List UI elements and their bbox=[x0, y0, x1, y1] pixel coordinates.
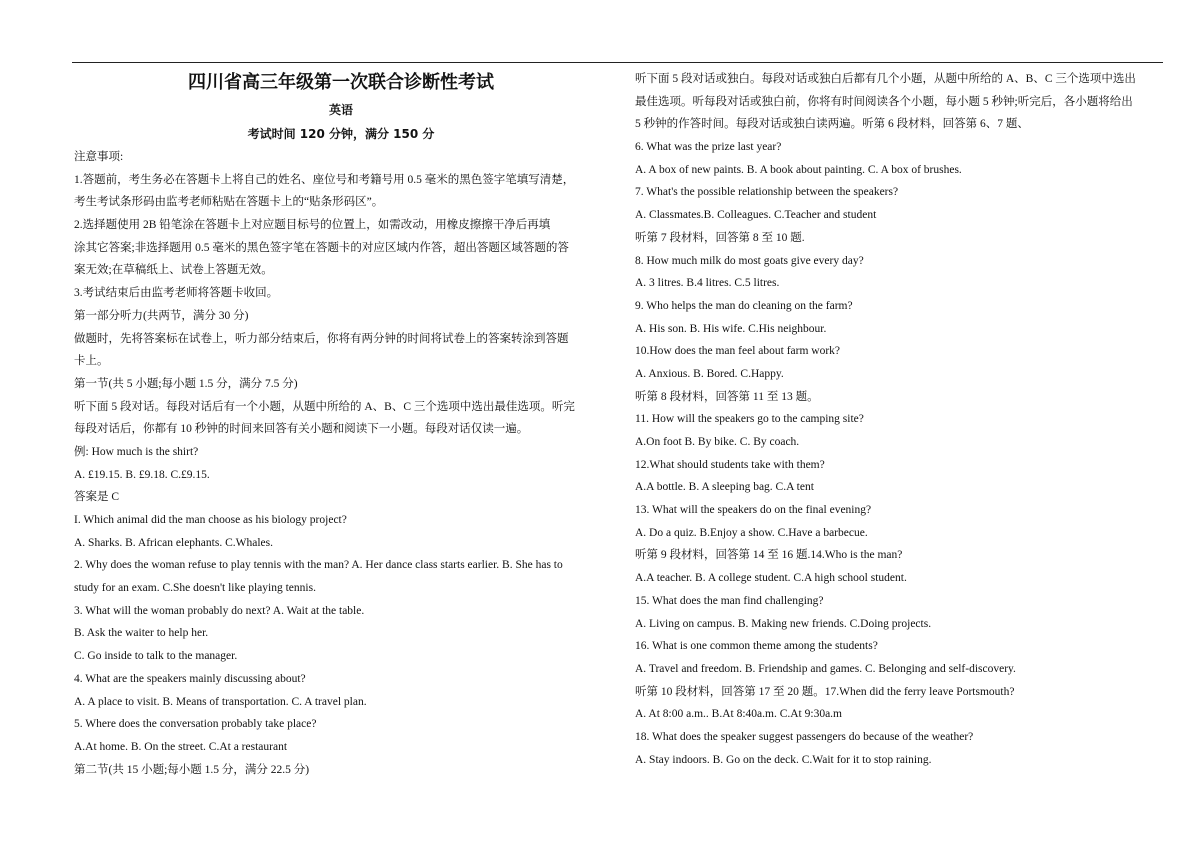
page-title: 四川省高三年级第一次联合诊断性考试 bbox=[188, 72, 494, 93]
text-line: A.On foot B. By bike. C. By coach. bbox=[635, 436, 800, 448]
text-line: 3.考试结束后由监考老师将答题卡收回。 bbox=[74, 287, 279, 300]
text-line: 听下面 5 段对话或独白。每段对话或独白后都有几个小题，从题中所给的 A、B、C 三个选项中选出 bbox=[635, 73, 1136, 85]
text-line: 听第 9 段材料，回答第 14 至 16 题.14.Who is the man? bbox=[635, 549, 903, 562]
text-line: 4. What are the speakers mainly discussing about? bbox=[74, 672, 306, 685]
text-line: 听第 7 段材料，回答第 8 至 10 题. bbox=[635, 231, 805, 244]
text-line: 5 秒钟的作答时间。每段对话或独白读两遍。听第 6 段材料，回答第 6、7 题、 bbox=[635, 118, 1029, 131]
text-line: A. Do a quiz. B.Enjoy a show. C.Have a barbecue. bbox=[635, 526, 868, 539]
text-line: 例: How much is the shirt? bbox=[74, 445, 199, 458]
text-line: I. Which animal did the man choose as his biology project? bbox=[74, 514, 347, 526]
text-line: A. A place to visit. B. Means of transportation. C. A travel plan. bbox=[74, 695, 367, 708]
text-line: A.At home. B. On the street. C.At a restaurant bbox=[74, 740, 288, 753]
text-line: A. Sharks. B. African elephants. C.Whales. bbox=[74, 536, 273, 549]
text-line: study for an exam. C.She doesn't like playing tennis. bbox=[74, 582, 316, 595]
text-line: A.A bottle. B. A sleeping bag. C.A tent bbox=[635, 481, 814, 494]
subject-label: 英语 bbox=[328, 103, 353, 117]
text-line: A. 3 litres. B.4 litres. C.5 litres. bbox=[635, 277, 780, 290]
text-line: 5. Where does the conversation probably take place? bbox=[74, 718, 317, 731]
text-line: 2. Why does the woman refuse to play tennis with the man? A. Her dance class starts earlier. B. She has to bbox=[74, 559, 563, 572]
text-line: 6. What was the prize last year? bbox=[635, 141, 782, 154]
text-line: 8. How much milk do most goats give every day? bbox=[635, 254, 864, 267]
text-line: 注意事项: bbox=[74, 151, 124, 163]
text-line: 每段对话后，你都有 10 秒钟的时间来回答有关小题和阅读下一小题。每段对话仅读一遍。 bbox=[74, 423, 529, 436]
text-line: 3. What will the woman probably do next? A. Wait at the table. bbox=[74, 604, 365, 617]
text-line: 11. How will the speakers go to the camping site? bbox=[635, 413, 864, 426]
text-line: A. Stay indoors. B. Go on the deck. C.Wait for it to stop raining. bbox=[635, 753, 932, 766]
left-column bbox=[74, 68, 608, 781]
text-line: 15. What does the man find challenging? bbox=[635, 594, 824, 607]
text-line: 卡上。 bbox=[74, 355, 109, 368]
text-line: 10.How does the man feel about farm work? bbox=[635, 345, 841, 358]
top-rule bbox=[72, 62, 1163, 63]
text-line: A. Travel and freedom. B. Friendship and games. C. Belonging and self-discovery. bbox=[635, 662, 1016, 675]
text-line: 1.答题前，考生务必在答题卡上将自己的姓名、座位号和考籍号用 0.5 毫米的黑色签字笔填写清楚， bbox=[74, 173, 575, 186]
text-line: A. A box of new paints. B. A book about painting. C. A box of brushes. bbox=[635, 163, 962, 176]
text-line: 9. Who helps the man do cleaning on the farm? bbox=[635, 299, 853, 312]
text-line: 最佳选项。听每段对话或独白前，你将有时间阅读各个小题，每小题 5 秒钟;听完后，各小题将给出 bbox=[635, 95, 1133, 108]
text-line: 16. What is one common theme among the students? bbox=[635, 640, 878, 653]
text-line: A.A teacher. B. A college student. C.A high school student. bbox=[635, 572, 907, 585]
text-line: 18. What does the speaker suggest passengers do because of the weather? bbox=[635, 730, 974, 743]
text-line: 听下面 5 段对话。每段对话后有一个小题，从题中所给的 A、B、C 三个选项中选出最佳选项。听完 bbox=[74, 400, 575, 413]
text-line: 第二节(共 15 小题;每小题 1.5 分，满分 22.5 分) bbox=[74, 763, 310, 776]
text-line: A. £19.15. B. £9.18. C.£9.15. bbox=[74, 468, 210, 481]
text-line: 案无效;在草稿纸上、试卷上答题无效。 bbox=[74, 264, 273, 277]
left-text-block bbox=[74, 146, 608, 781]
text-line: 2.选择题使用 2B 铅笔涂在答题卡上对应题目标号的位置上，如需改动，用橡皮擦擦干净后再填 bbox=[74, 219, 551, 232]
right-text-block bbox=[635, 68, 1165, 771]
text-line: 涂其它答案;非选择题用 0.5 毫米的黑色签字笔在答题卡的对应区域内作答，超出答题区域答题的答 bbox=[74, 241, 569, 254]
text-line: 答案是 C bbox=[74, 491, 120, 504]
text-line: 考生考试条形码由监考老师粘贴在答题卡上的“贴条形码区”。 bbox=[74, 196, 384, 209]
text-line: A. Living on campus. B. Making new friends. C.Doing projects. bbox=[635, 617, 932, 630]
text-line: 12.What should students take with them? bbox=[635, 458, 825, 471]
text-line: B. Ask the waiter to help her. bbox=[74, 627, 209, 640]
text-line: A. At 8:00 a.m.. B.At 8:40a.m. C.At 9:30a.m bbox=[635, 708, 842, 721]
text-line: 第一部分听力(共两节，满分 30 分) bbox=[74, 309, 249, 322]
text-line: C. Go inside to talk to the manager. bbox=[74, 650, 238, 663]
text-line: 听第 8 段材料，回答第 11 至 13 题。 bbox=[635, 390, 819, 403]
text-line: A. Anxious. B. Bored. C.Happy. bbox=[635, 367, 784, 380]
right-column bbox=[635, 68, 1165, 771]
text-line: 听第 10 段材料，回答第 17 至 20 题。17.When did the ferry leave Portsmouth? bbox=[635, 685, 1015, 698]
text-line: 第一节(共 5 小题;每小题 1.5 分，满分 7.5 分) bbox=[74, 377, 298, 390]
text-line: 做题时，先将答案标在试卷上，听力部分结束后，你将有两分钟的时间将试卷上的答案转涂到答题 bbox=[74, 332, 569, 345]
text-line: A. Classmates.B. Colleagues. C.Teacher and student bbox=[635, 209, 877, 222]
exam-time: 考试时间 120 分钟，满分 150 分 bbox=[247, 127, 435, 141]
text-line: 7. What's the possible relationship between the speakers? bbox=[635, 186, 899, 199]
text-line: A. His son. B. His wife. C.His neighbour. bbox=[635, 322, 827, 335]
text-line: 13. What will the speakers do on the final evening? bbox=[635, 504, 872, 517]
